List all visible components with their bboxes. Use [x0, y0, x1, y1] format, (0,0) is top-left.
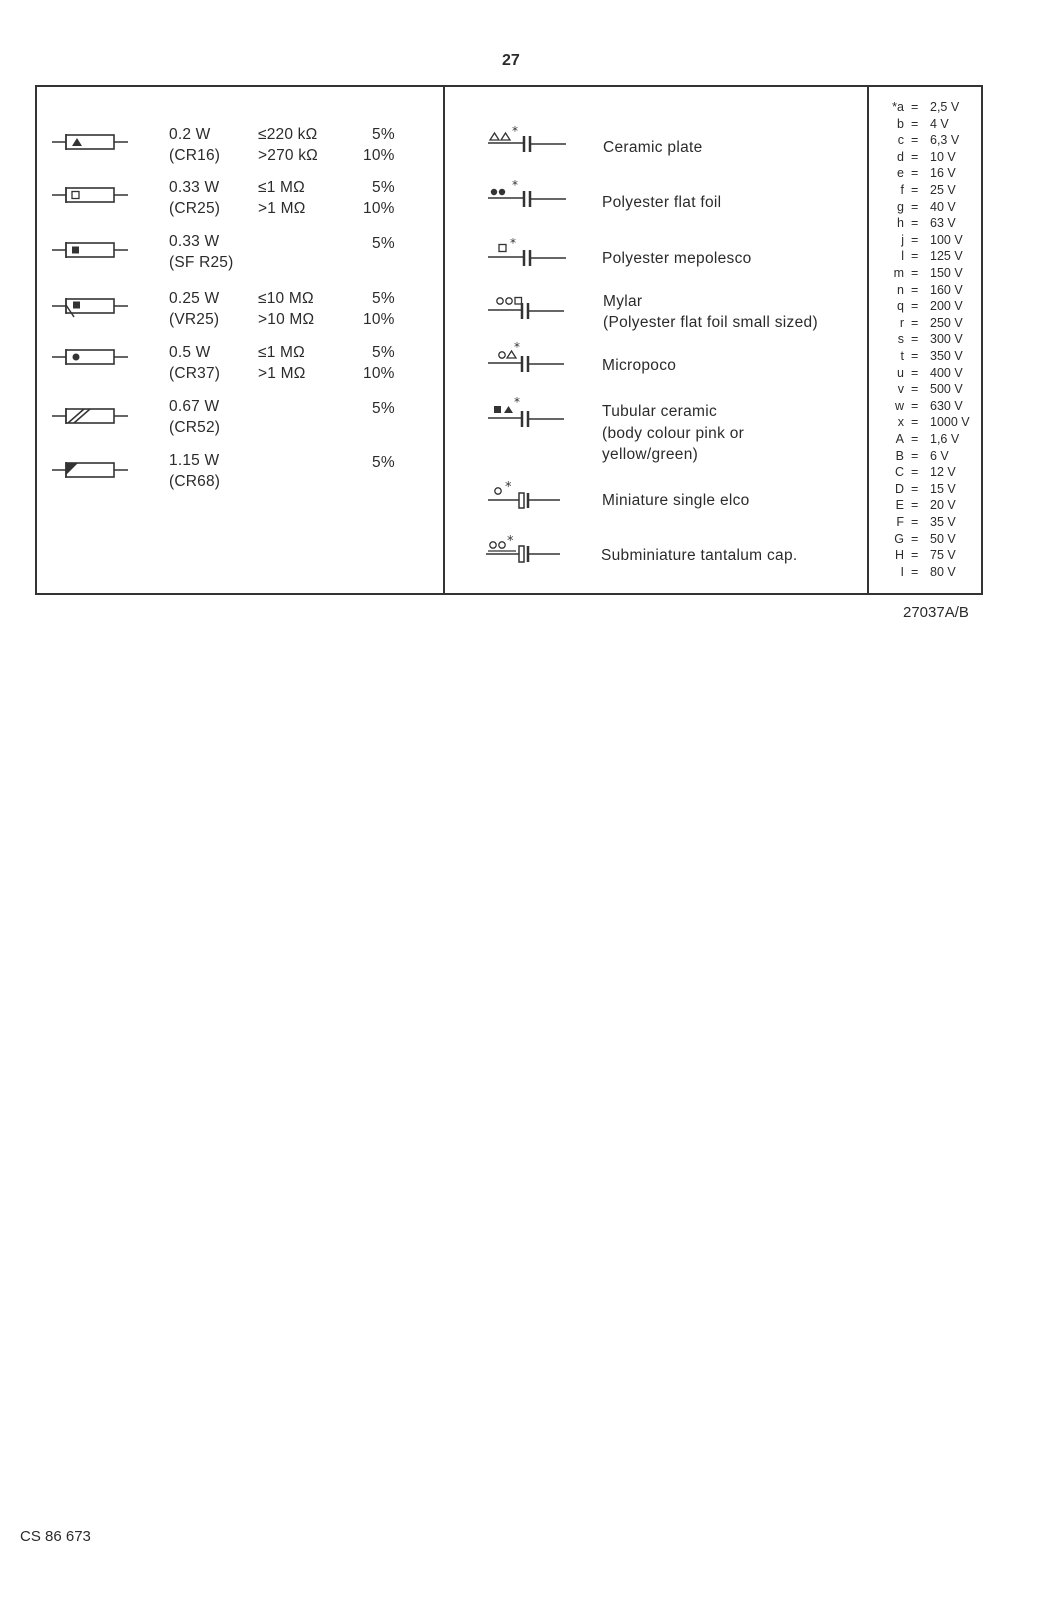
equals-sign: = — [911, 448, 919, 463]
svg-text:*: * — [514, 340, 520, 354]
voltage-value: 15 V — [930, 481, 956, 496]
voltage-code-row — [878, 514, 978, 531]
voltage-value: 35 V — [930, 515, 956, 529]
resistor-filled-square-symbol-icon — [52, 240, 128, 260]
voltage-code-row — [878, 182, 978, 199]
equals-sign: = — [911, 531, 919, 546]
capacitor-name: Mylar — [603, 293, 643, 310]
equals-sign: = — [911, 564, 919, 579]
equals-sign: = — [911, 548, 919, 563]
capacitor-name: yellow/green) — [602, 446, 699, 463]
voltage-code-row — [878, 531, 978, 548]
voltage-code: d — [897, 149, 904, 164]
voltage-value: 400 V — [930, 365, 963, 380]
svg-text:*: * — [507, 534, 514, 549]
column-divider-left — [443, 87, 445, 593]
capacitor-name: Polyester mepolesco — [602, 250, 752, 267]
voltage-code-row — [878, 165, 978, 182]
equals-sign: = — [911, 365, 919, 380]
resistor-power: 1.15 W — [169, 452, 220, 469]
voltage-code: G — [894, 531, 904, 546]
resistor-triangle-symbol-icon — [52, 132, 128, 152]
equals-sign: = — [911, 149, 919, 164]
voltage-code-row — [878, 99, 978, 116]
voltage-code-row — [878, 398, 978, 415]
resistor-range: >10 MΩ — [258, 311, 315, 328]
equals-sign: = — [911, 515, 919, 529]
voltage-code: j — [901, 232, 904, 247]
voltage-value: 80 V — [930, 564, 956, 579]
voltage-value: 50 V — [930, 531, 956, 546]
voltage-code-row — [878, 497, 978, 514]
resistor-tolerance: 5% — [372, 290, 395, 307]
voltage-value: 6 V — [930, 448, 949, 463]
column-divider-right — [867, 87, 869, 593]
voltage-value: 63 V — [930, 216, 956, 231]
svg-text:*: * — [512, 124, 518, 138]
equals-sign: = — [911, 349, 919, 363]
voltage-code-row — [878, 232, 978, 249]
voltage-code-row — [878, 348, 978, 365]
resistor-tolerance: 10% — [363, 365, 395, 382]
resistor-tolerance: 5% — [372, 344, 395, 361]
voltage-value: 20 V — [930, 498, 956, 513]
voltage-value: 40 V — [930, 199, 956, 214]
voltage-value: 12 V — [930, 465, 956, 480]
equals-sign: = — [911, 100, 919, 114]
resistor-range: >270 kΩ — [258, 147, 318, 164]
equals-sign: = — [911, 481, 919, 496]
voltage-code-row — [878, 547, 978, 564]
resistor-variable-symbol-icon — [52, 296, 128, 318]
equals-sign: = — [911, 498, 919, 513]
voltage-value: 75 V — [930, 548, 956, 563]
resistor-type: (CR16) — [169, 147, 221, 164]
resistor-range: ≤10 MΩ — [258, 290, 314, 307]
capacitor-name: (Polyester flat foil small sized) — [603, 314, 818, 331]
voltage-value: 2,5 V — [930, 100, 960, 114]
capacitor-name: Tubular ceramic — [602, 403, 718, 420]
capacitor-name: (body colour pink or — [602, 425, 745, 442]
resistor-power: 0.33 W — [169, 179, 220, 196]
equals-sign: = — [911, 282, 919, 297]
voltage-code-row — [878, 248, 978, 265]
voltage-value: 1,6 V — [930, 432, 960, 446]
voltage-code-row — [878, 149, 978, 166]
equals-sign: = — [911, 415, 919, 430]
voltage-code: g — [897, 199, 904, 214]
capacitor-name: Subminiature tantalum cap. — [601, 547, 798, 564]
voltage-code: *a — [892, 100, 904, 114]
equals-sign: = — [911, 166, 919, 181]
equals-sign: = — [911, 332, 919, 347]
voltage-code: q — [897, 299, 904, 314]
voltage-value: 1000 V — [930, 415, 970, 430]
resistor-tolerance: 5% — [372, 235, 395, 252]
voltage-code: r — [899, 315, 904, 330]
voltage-code: D — [894, 481, 904, 496]
resistor-range: ≤1 MΩ — [258, 179, 305, 196]
voltage-code-row — [878, 464, 978, 481]
voltage-code: h — [897, 216, 904, 231]
svg-text:*: * — [512, 178, 518, 192]
voltage-code: A — [895, 432, 904, 446]
resistor-tolerance: 10% — [363, 200, 395, 217]
equals-sign: = — [911, 199, 919, 214]
resistor-power: 0.67 W — [169, 398, 220, 415]
resistor-type: (CR52) — [169, 419, 221, 436]
voltage-code: c — [897, 133, 904, 148]
voltage-code: I — [900, 564, 904, 579]
resistor-tolerance: 10% — [363, 147, 395, 164]
voltage-value: 350 V — [930, 349, 963, 363]
voltage-code: H — [894, 548, 904, 563]
voltage-value: 500 V — [930, 382, 963, 397]
svg-text:*: * — [505, 480, 512, 495]
resistor-type: (SF R25) — [169, 254, 234, 271]
voltage-code-row — [878, 564, 978, 581]
capacitor-name: Miniature single elco — [602, 492, 750, 509]
voltage-code: m — [893, 266, 904, 280]
voltage-code-row — [878, 331, 978, 348]
voltage-code: x — [897, 415, 904, 430]
voltage-code-row — [878, 199, 978, 216]
resistor-diagonal-symbol-icon — [52, 406, 128, 426]
voltage-code-row — [878, 448, 978, 465]
resistor-tolerance: 5% — [372, 179, 395, 196]
equals-sign: = — [911, 382, 919, 397]
capacitor-name: Micropoco — [602, 357, 677, 374]
voltage-code-row — [878, 315, 978, 332]
voltage-code-row — [878, 381, 978, 398]
voltage-code-row — [878, 215, 978, 232]
resistor-tolerance: 5% — [372, 454, 395, 471]
resistor-tolerance: 10% — [363, 311, 395, 328]
voltage-code-row — [878, 481, 978, 498]
resistor-tolerance: 5% — [372, 400, 395, 417]
voltage-value: 4 V — [930, 116, 949, 131]
voltage-code: C — [894, 465, 904, 480]
voltage-code: w — [894, 398, 904, 413]
resistor-range: ≤1 MΩ — [258, 344, 305, 361]
micropoco-capacitor-icon — [488, 342, 568, 376]
equals-sign: = — [911, 232, 919, 247]
ceramic-plate-capacitor-icon — [488, 126, 568, 158]
resistor-range: ≤220 kΩ — [258, 126, 318, 143]
voltage-code: B — [895, 448, 904, 463]
resistor-power: 0.2 W — [169, 126, 211, 143]
resistor-power: 0.33 W — [169, 233, 220, 250]
voltage-value: 250 V — [930, 315, 963, 330]
mylar-capacitor-icon — [488, 290, 568, 322]
figure-reference: 27037A/B — [903, 604, 969, 621]
voltage-code-row — [878, 265, 978, 282]
tantalum-capacitor-icon — [486, 534, 566, 568]
voltage-code-row — [878, 116, 978, 133]
voltage-code-row — [878, 282, 978, 299]
resistor-type: (CR25) — [169, 200, 221, 217]
resistor-open-square-symbol-icon — [52, 185, 128, 205]
voltage-code: f — [900, 183, 904, 197]
tubular-ceramic-capacitor-icon — [488, 397, 568, 431]
voltage-code: u — [897, 365, 904, 380]
equals-sign: = — [911, 249, 919, 264]
voltage-code: e — [897, 166, 904, 181]
svg-text:*: * — [514, 395, 520, 409]
capacitor-name: Polyester flat foil — [602, 194, 722, 211]
resistor-type: (CR68) — [169, 473, 221, 490]
polyester-mepolesco-capacitor-icon — [488, 238, 568, 270]
page-number: 27 — [502, 52, 520, 69]
voltage-value: 160 V — [930, 282, 963, 297]
voltage-value: 16 V — [930, 166, 956, 181]
equals-sign: = — [911, 299, 919, 314]
voltage-code: F — [896, 515, 904, 529]
voltage-code: l — [901, 249, 904, 264]
resistor-range: >1 MΩ — [258, 200, 306, 217]
resistor-dot-symbol-icon — [52, 347, 128, 367]
voltage-value: 150 V — [930, 266, 963, 280]
equals-sign: = — [911, 315, 919, 330]
equals-sign: = — [911, 216, 919, 231]
voltage-code-row — [878, 414, 978, 431]
voltage-value: 630 V — [930, 398, 963, 413]
voltage-code: s — [897, 332, 904, 347]
voltage-value: 125 V — [930, 249, 963, 264]
voltage-value: 200 V — [930, 299, 963, 314]
voltage-code: E — [895, 498, 904, 513]
voltage-code: t — [900, 349, 904, 363]
resistor-power: 0.5 W — [169, 344, 211, 361]
voltage-code-row — [878, 298, 978, 315]
equals-sign: = — [911, 398, 919, 413]
resistor-type: (CR37) — [169, 365, 221, 382]
equals-sign: = — [911, 183, 919, 197]
resistor-tolerance: 5% — [372, 126, 395, 143]
equals-sign: = — [911, 432, 919, 446]
equals-sign: = — [911, 116, 919, 131]
svg-text:*: * — [510, 236, 516, 250]
voltage-code: n — [897, 282, 904, 297]
resistor-filled-corner-symbol-icon — [52, 460, 128, 480]
miniature-elco-capacitor-icon — [488, 480, 568, 514]
voltage-code-row — [878, 132, 978, 149]
resistor-type: (VR25) — [169, 311, 220, 328]
capacitor-name: Ceramic plate — [603, 139, 703, 156]
voltage-code: v — [897, 382, 904, 397]
resistor-range: >1 MΩ — [258, 365, 306, 382]
polyester-flat-foil-capacitor-icon — [488, 180, 568, 212]
voltage-value: 300 V — [930, 332, 963, 347]
voltage-value: 100 V — [930, 232, 963, 247]
voltage-code: b — [897, 116, 904, 131]
voltage-value: 6,3 V — [930, 133, 960, 148]
equals-sign: = — [911, 266, 919, 280]
voltage-value: 25 V — [930, 183, 956, 197]
voltage-value: 10 V — [930, 149, 956, 164]
equals-sign: = — [911, 133, 919, 148]
voltage-code-row — [878, 431, 978, 448]
resistor-power: 0.25 W — [169, 290, 220, 307]
voltage-code-row — [878, 365, 978, 382]
equals-sign: = — [911, 465, 919, 480]
catalog-number: CS 86 673 — [20, 1528, 91, 1545]
